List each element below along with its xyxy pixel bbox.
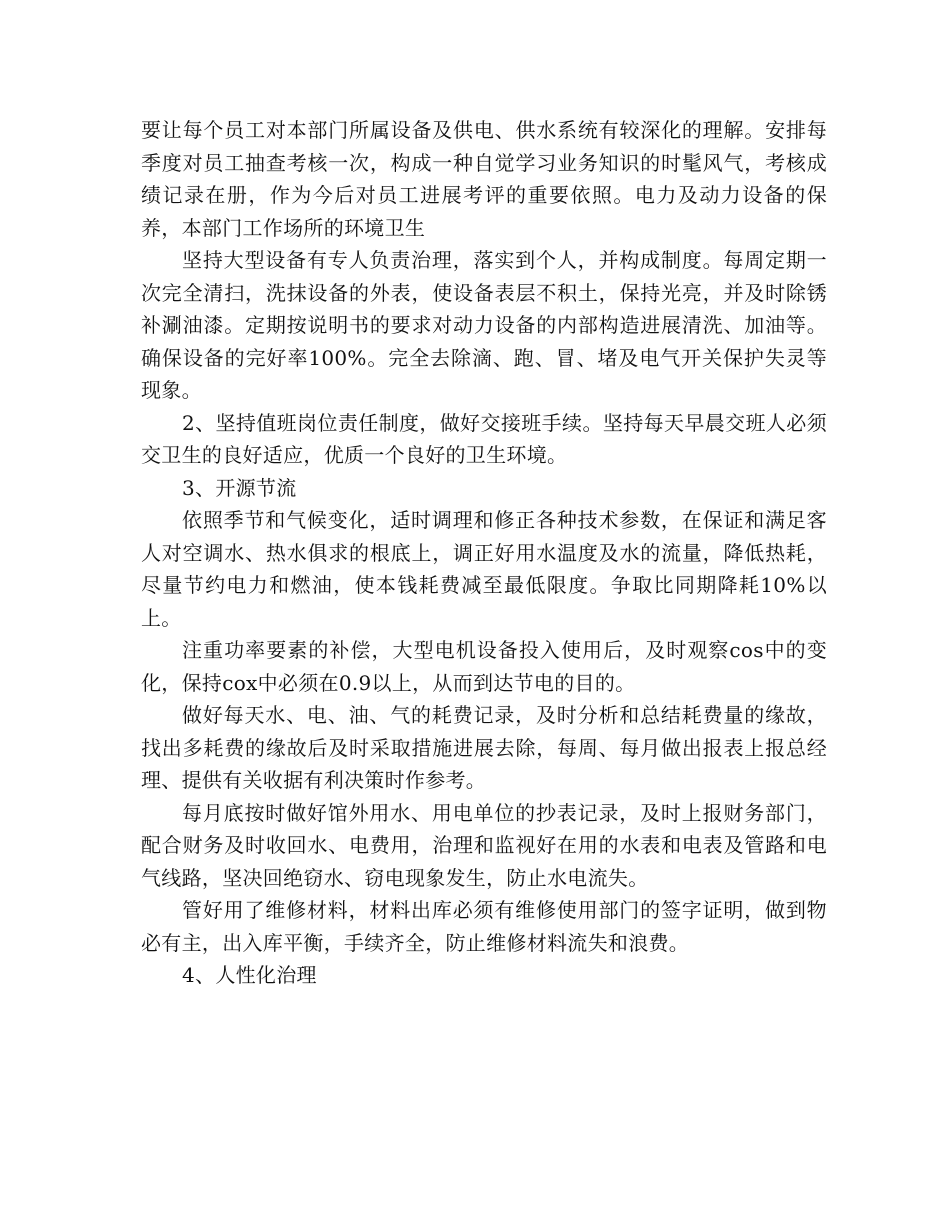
section-heading-4: 4、人性化治理 [182, 963, 317, 987]
document-body [141, 114, 827, 992]
paragraph-7: 做好每天水、电、油、气的耗费记录，及时分析和总结耗费量的缘故，找出多耗费的缘故后及时采取措施进展去除，每周、每月做出报表上报总经理、提供有关收据有利决策时作参考。 [141, 703, 827, 792]
paragraph-9: 管好用了维修材料，材料出库必须有维修使用部门的签字证明，做到物必有主，出入库平衡，手续齐全，防止维修材料流失和浪费。 [141, 898, 827, 955]
section-heading-3: 3、开源节流 [182, 475, 297, 500]
paragraph-1: 要让每个员工对本部门所属设备及供电、供水系统有较深化的理解。安排每季度对员工抽查考核一次，构成一种自觉学习业务知识的时髦风气，考核成绩记录在册，作为今后对员工进展考评的重要依照。电力及动力设备的保养，本部门工作场所的环境卫生 [141, 118, 827, 240]
paragraph-5: 依照季节和气候变化，适时调理和修正各种技术参数，在保证和满足客人对空调水、热水俱求的根底上，调正好用水温度及水的流量，降低热耗，尽量节约电力和燃油，使本钱耗费减至最低限度。争取比同期降耗10%以上。 [141, 508, 827, 630]
paragraph-6: 注重功率要素的补偿，大型电机设备投入使用后，及时观察cos中的变化，保持cox中必须在0.9以上，从而到达节电的目的。 [141, 638, 827, 695]
paragraph-3: 2、坚持值班岗位责任制度，做好交接班手续。坚持每天早晨交班人必须交卫生的良好适应，优质一个良好的卫生环境。 [141, 410, 827, 467]
paragraph-8: 每月底按时做好馆外用水、用电单位的抄表记录，及时上报财务部门，配合财务及时收回水、电费用，治理和监视好在用的水表和电表及管路和电气线路，坚决回绝窃水、窃电现象发生，防止水电流失。 [141, 800, 827, 890]
paragraph-2: 坚持大型设备有专人负责治理，落实到个人，并构成制度。每周定期一次完全清扫，洗抹设备的外表，使设备表层不积土，保持光亮，并及时除锈补涮油漆。定期按说明书的要求对动力设备的内部构造进展清洗、加油等。确保设备的完好率100%。完全去除滴、跑、冒、堵及电气开关保护失灵等现象。 [141, 248, 827, 402]
